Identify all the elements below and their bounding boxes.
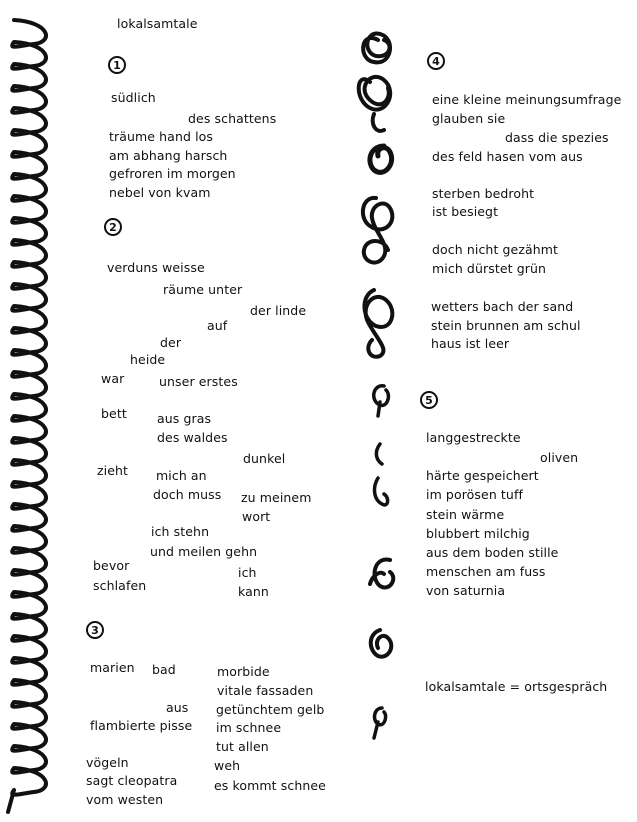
s1-line: nebel von kvam [109,185,211,200]
s3-line: morbide [217,664,270,679]
s4-line: sterben bedroht [432,186,535,201]
s2-line: und meilen gehn [150,544,258,559]
s5-line: aus dem boden stille [426,545,559,560]
s3-line: marien [90,660,135,675]
s2-line: kann [238,584,269,599]
s4-line: des feld hasen vom aus [432,149,583,164]
s1-line: des schattens [188,111,277,126]
s2-line: unser erstes [159,374,238,389]
s2-line: verduns weisse [107,260,205,275]
s1-line: träume hand los [109,129,214,144]
footer-note: lokalsamtale = ortsgespräch [425,679,608,694]
s2-line: heide [130,352,166,367]
s4-line: glauben sie [432,111,506,126]
s4-line: eine kleine meinungsumfrage [432,92,622,107]
s3-line: tut allen [216,739,269,754]
s4-line: mich dürstet grün [432,261,547,276]
s2-line: der linde [250,303,307,318]
s1-line: am abhang harsch [109,148,228,163]
section-2-number: 2 [104,218,122,236]
s5-line: menschen am fuss [426,564,546,579]
s2-line: mich an [156,468,207,483]
section-5-number: 5 [420,391,438,409]
s3-line: sagt cleopatra [86,773,178,788]
s2-line: aus gras [157,411,212,426]
s3-line: im schnee [216,720,282,735]
spiral-decoration [0,0,60,822]
s1-line: gefroren im morgen [109,166,236,181]
s2-line: doch muss [153,487,222,502]
s2-line: ich stehn [151,524,210,539]
s2-line: schlafen [93,578,147,593]
s5-line: langgestreckte [426,430,521,445]
s3-line: getünchtem gelb [216,702,325,717]
s3-line: vom westen [86,792,164,807]
s2-line: zu meinem [241,490,312,505]
s4-line: haus ist leer [431,336,510,351]
section-3-number: 3 [86,621,104,639]
s4-line: wetters bach der sand [431,299,574,314]
scribble-decoration [340,0,420,822]
s2-line: räume unter [163,282,243,297]
s5-line: stein wärme [426,507,505,522]
s4-line: ist besiegt [432,204,499,219]
s3-line: weh [214,758,241,773]
section-1-number: 1 [108,56,126,74]
s3-line: bad [152,662,176,677]
s2-line: dunkel [243,451,286,466]
s2-line: auf [207,318,228,333]
s3-line: es kommt schnee [214,778,326,793]
s5-line: oliven [540,450,579,465]
s2-line: zieht [97,463,129,478]
s1-line: südlich [111,90,156,105]
s5-line: härte gespeichert [426,468,539,483]
s3-line: aus [166,700,189,715]
s2-line: wort [242,509,271,524]
s2-line: war [101,371,125,386]
s4-line: doch nicht gezähmt [432,242,559,257]
s2-line: ich [238,565,257,580]
s5-line: im porösen tuff [426,487,523,502]
s2-line: bett [101,406,127,421]
s3-line: vitale fassaden [217,683,314,698]
s2-line: der [160,335,182,350]
s3-line: vögeln [86,755,129,770]
s5-line: blubbert milchig [426,526,530,541]
s2-line: bevor [93,558,130,573]
s4-line: dass die spezies [505,130,609,145]
s2-line: des waldes [157,430,228,445]
s3-line: flambierte pisse [90,718,193,733]
section-4-number: 4 [427,52,445,70]
poem-title: lokalsamtale [117,16,198,31]
s5-line: von saturnia [426,583,506,598]
s4-line: stein brunnen am schul [431,318,581,333]
